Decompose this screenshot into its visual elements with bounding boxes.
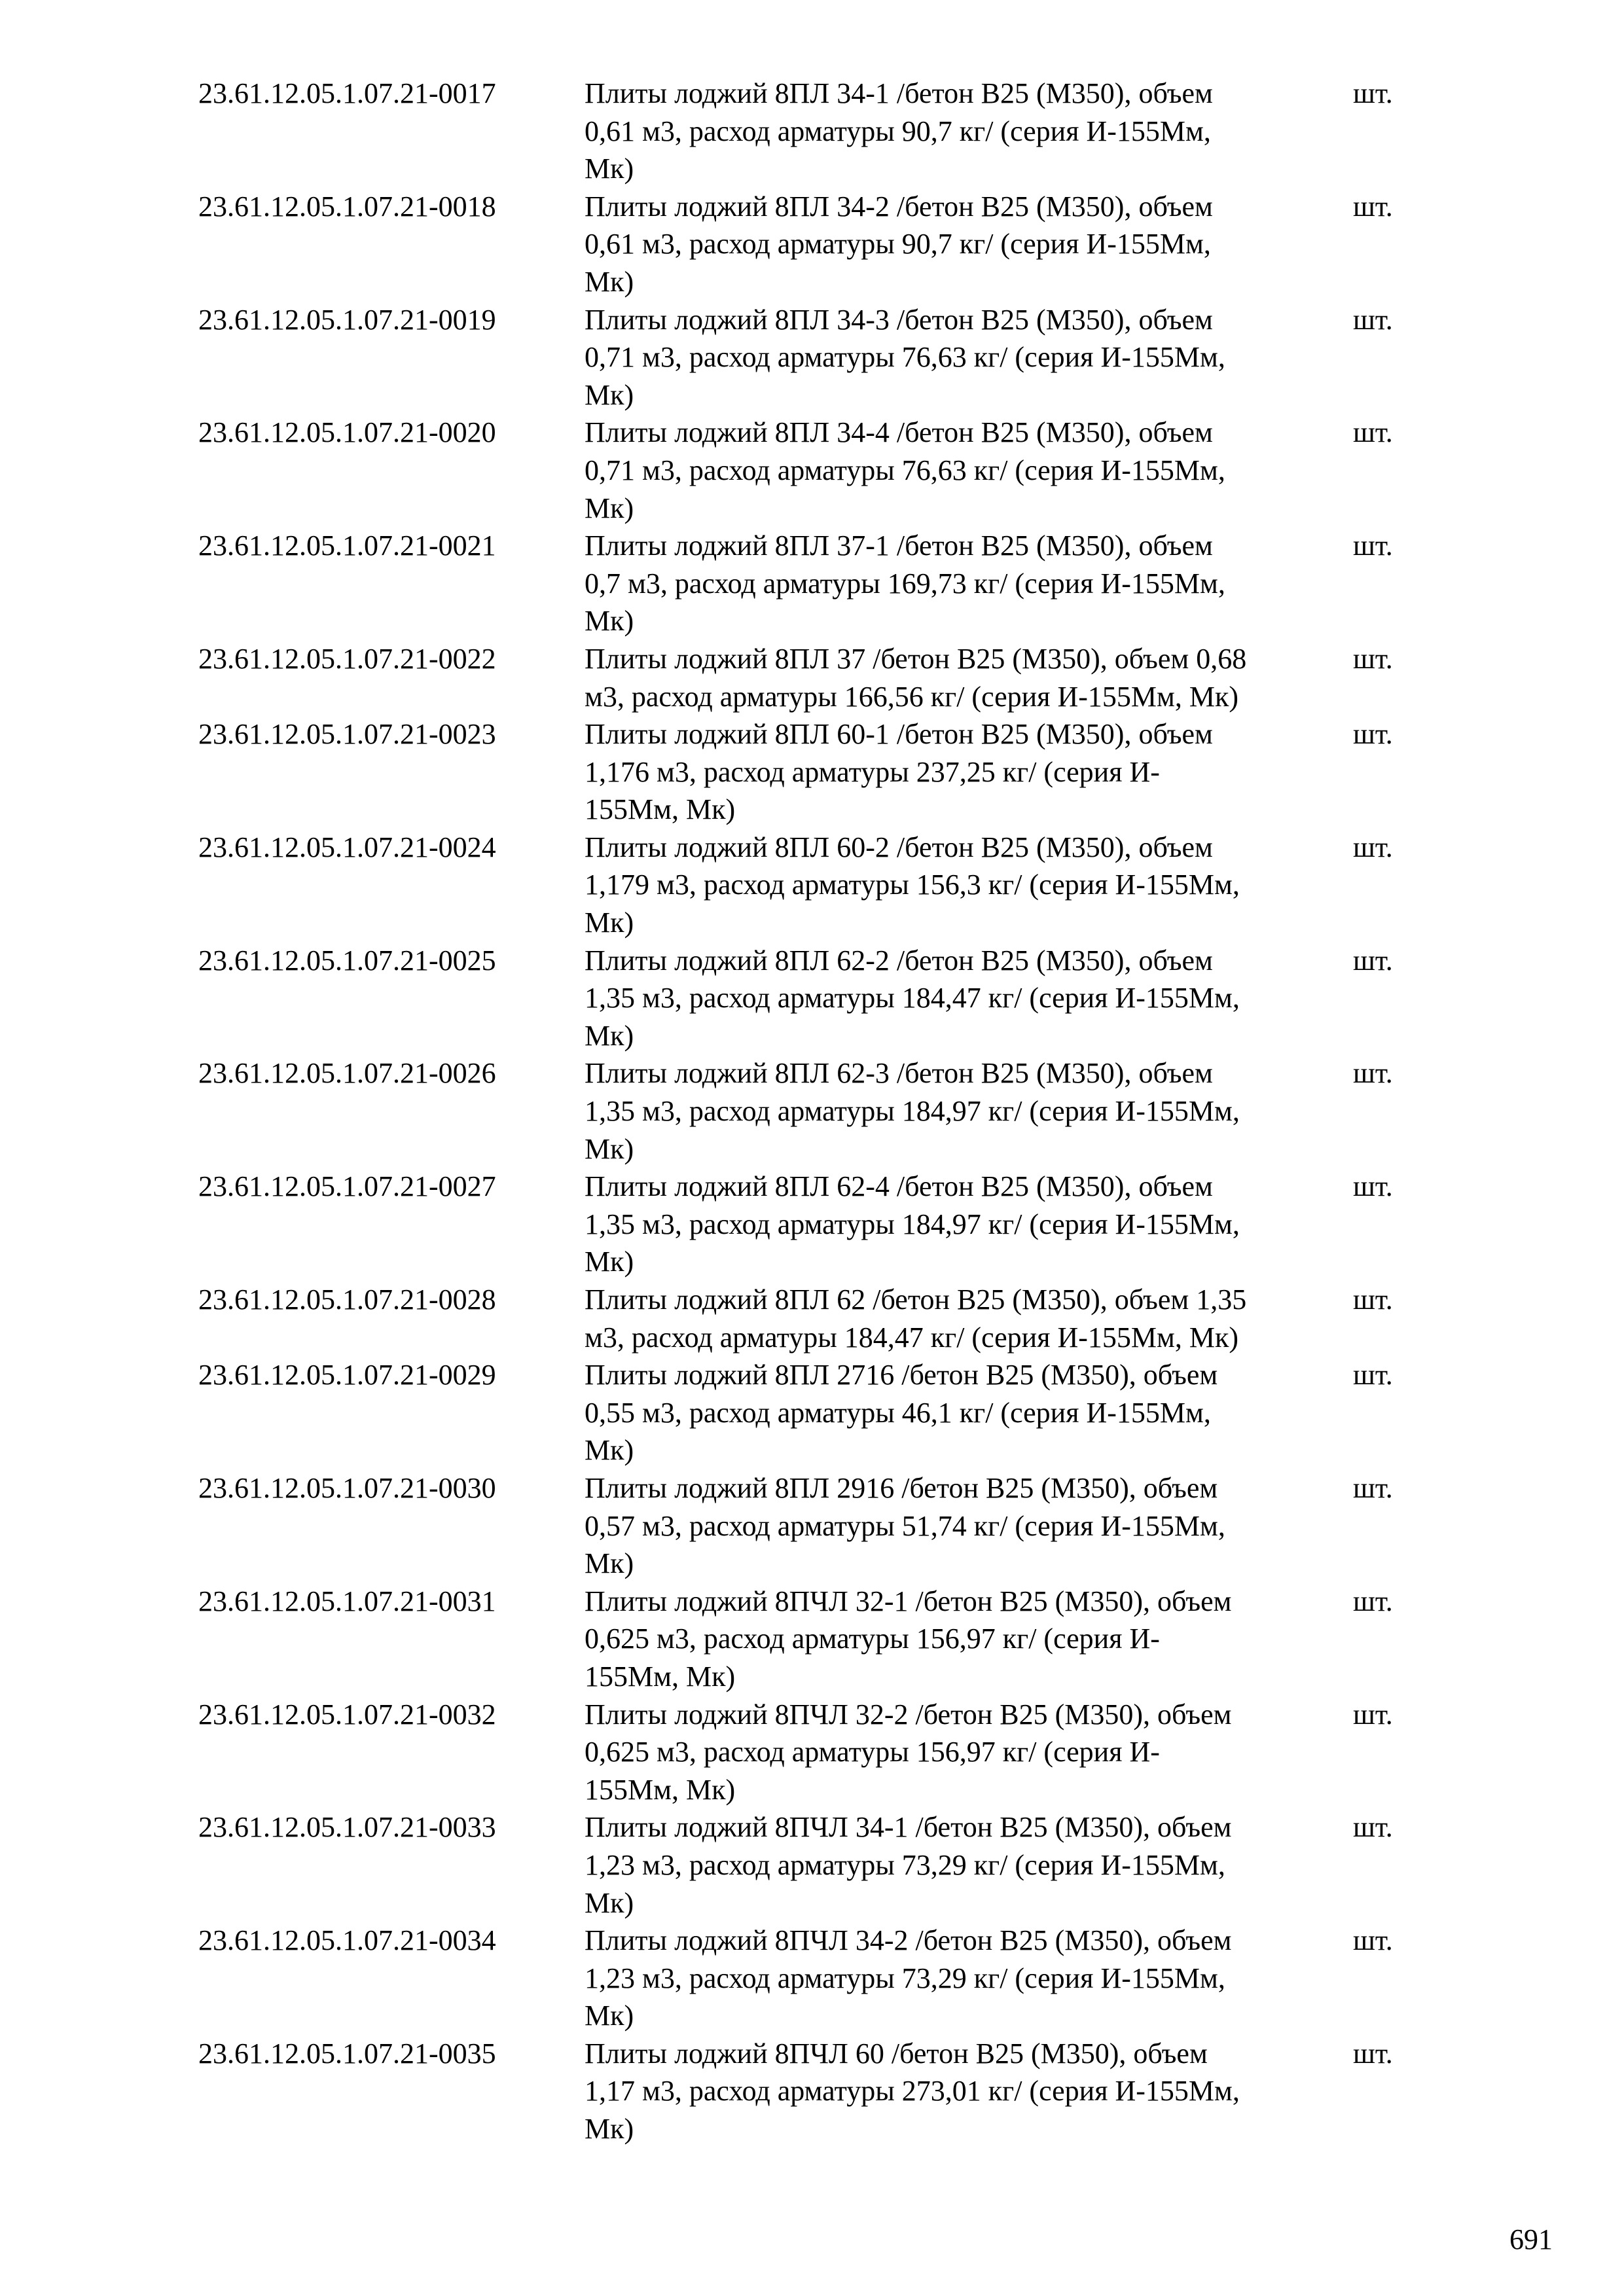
description-line: Плиты лоджий 8ПЛ 34-1 /бетон В25 (М350), объем bbox=[585, 77, 1213, 109]
description-line: 155Мм, Мк) bbox=[585, 793, 736, 826]
page-number: 691 bbox=[1509, 2223, 1553, 2255]
description-line: Мк) bbox=[585, 1886, 634, 1919]
table-row bbox=[198, 1583, 1442, 1696]
table-row bbox=[198, 942, 1442, 1055]
description-line: Плиты лоджий 8ПЧЛ 34-2 /бетон В25 (М350), объем bbox=[585, 1924, 1232, 1957]
item-unit: шт. bbox=[1353, 77, 1393, 109]
item-description bbox=[585, 2035, 1353, 2148]
description-line: 1,35 м3, расход арматуры 184,97 кг/ (серия И-155Мм, bbox=[585, 1095, 1240, 1128]
description-line: 0,7 м3, расход арматуры 169,73 кг/ (серия И-155Мм, bbox=[585, 567, 1225, 600]
description-line: Плиты лоджий 8ПЛ 2916 /бетон В25 (М350), объем bbox=[585, 1471, 1218, 1504]
description-line: 0,625 м3, расход арматуры 156,97 кг/ (серия И- bbox=[585, 1623, 1160, 1655]
description-line: Мк) bbox=[585, 1132, 634, 1165]
description-line: Мк) bbox=[585, 906, 634, 939]
item-description bbox=[585, 1281, 1353, 1356]
item-unit: шт. bbox=[1353, 529, 1393, 562]
description-line: Плиты лоджий 8ПЧЛ 32-1 /бетон В25 (М350), объем bbox=[585, 1585, 1232, 1617]
item-code: 23.61.12.05.1.07.21-0031 bbox=[198, 1585, 496, 1617]
table-row bbox=[198, 1469, 1442, 1583]
description-line: 0,55 м3, расход арматуры 46,1 кг/ (серия И-155Мм, bbox=[585, 1396, 1211, 1429]
description-line: 155Мм, Мк) bbox=[585, 1660, 736, 1693]
item-description bbox=[585, 75, 1353, 188]
description-line: Плиты лоджий 8ПЛ 62-4 /бетон В25 (М350), объем bbox=[585, 1170, 1213, 1203]
item-code: 23.61.12.05.1.07.21-0033 bbox=[198, 1811, 496, 1844]
table-row bbox=[198, 1696, 1442, 1809]
description-line: 1,23 м3, расход арматуры 73,29 кг/ (серия И-155Мм, bbox=[585, 1962, 1225, 1994]
description-line: Плиты лоджий 8ПЛ 62-3 /бетон В25 (М350), объем bbox=[585, 1057, 1213, 1090]
description-line: 1,35 м3, расход арматуры 184,97 кг/ (серия И-155Мм, bbox=[585, 1208, 1240, 1240]
description-line: 0,61 м3, расход арматуры 90,7 кг/ (серия И-155Мм, bbox=[585, 115, 1211, 147]
item-description bbox=[585, 1356, 1353, 1469]
description-line: 155Мм, Мк) bbox=[585, 1773, 736, 1806]
item-description bbox=[585, 640, 1353, 715]
description-line: Плиты лоджий 8ПЛ 34-4 /бетон В25 (М350), объем bbox=[585, 416, 1213, 449]
item-description bbox=[585, 829, 1353, 942]
item-unit: шт. bbox=[1353, 1698, 1393, 1731]
description-line: м3, расход арматуры 184,47 кг/ (серия И-155Мм, Мк) bbox=[585, 1321, 1239, 1354]
description-line: Плиты лоджий 8ПЛ 60-1 /бетон В25 (М350), объем bbox=[585, 718, 1213, 751]
description-line: 0,71 м3, расход арматуры 76,63 кг/ (серия И-155Мм, bbox=[585, 341, 1225, 374]
table-row bbox=[198, 640, 1442, 715]
description-line: Мк) bbox=[585, 1547, 634, 1580]
item-code: 23.61.12.05.1.07.21-0020 bbox=[198, 416, 496, 449]
item-unit: шт. bbox=[1353, 642, 1393, 675]
item-unit: шт. bbox=[1353, 1811, 1393, 1844]
table-row bbox=[198, 414, 1442, 527]
description-line: м3, расход арматуры 166,56 кг/ (серия И-155Мм, Мк) bbox=[585, 680, 1239, 713]
item-code: 23.61.12.05.1.07.21-0017 bbox=[198, 77, 496, 109]
description-line: Плиты лоджий 8ПЛ 62 /бетон В25 (М350), объем 1,35 bbox=[585, 1283, 1247, 1316]
item-code: 23.61.12.05.1.07.21-0030 bbox=[198, 1471, 496, 1504]
item-code: 23.61.12.05.1.07.21-0029 bbox=[198, 1359, 496, 1391]
item-unit: шт. bbox=[1353, 1057, 1393, 1090]
description-line: Мк) bbox=[585, 265, 634, 298]
item-description bbox=[585, 414, 1353, 527]
table-row bbox=[198, 301, 1442, 414]
item-code: 23.61.12.05.1.07.21-0018 bbox=[198, 190, 496, 223]
item-description bbox=[585, 1922, 1353, 2035]
description-line: Мк) bbox=[585, 1019, 634, 1052]
description-line: Плиты лоджий 8ПЧЛ 32-2 /бетон В25 (М350), объем bbox=[585, 1698, 1232, 1731]
description-line: 1,17 м3, расход арматуры 273,01 кг/ (серия И-155Мм, bbox=[585, 2075, 1240, 2108]
item-unit: шт. bbox=[1353, 1924, 1393, 1957]
item-description bbox=[585, 1808, 1353, 1922]
description-line: Плиты лоджий 8ПЛ 62-2 /бетон В25 (М350), объем bbox=[585, 944, 1213, 977]
item-unit: шт. bbox=[1353, 416, 1393, 449]
item-code: 23.61.12.05.1.07.21-0023 bbox=[198, 718, 496, 751]
description-line: Мк) bbox=[585, 378, 634, 411]
description-line: Плиты лоджий 8ПЛ 37-1 /бетон В25 (М350), объем bbox=[585, 529, 1213, 562]
description-line: Плиты лоджий 8ПЛ 2716 /бетон В25 (М350), объем bbox=[585, 1359, 1218, 1391]
item-code: 23.61.12.05.1.07.21-0022 bbox=[198, 642, 496, 675]
description-line: 1,23 м3, расход арматуры 73,29 кг/ (серия И-155Мм, bbox=[585, 1848, 1225, 1881]
table-row bbox=[198, 1356, 1442, 1469]
item-code: 23.61.12.05.1.07.21-0035 bbox=[198, 2037, 496, 2070]
description-line: Плиты лоджий 8ПЧЛ 34-1 /бетон В25 (М350), объем bbox=[585, 1811, 1232, 1844]
item-description bbox=[585, 942, 1353, 1055]
description-line: Мк) bbox=[585, 1246, 634, 1278]
item-code: 23.61.12.05.1.07.21-0032 bbox=[198, 1698, 496, 1731]
item-unit: шт. bbox=[1353, 2037, 1393, 2070]
table-row bbox=[198, 1922, 1442, 2035]
item-code: 23.61.12.05.1.07.21-0021 bbox=[198, 529, 496, 562]
table-row bbox=[198, 715, 1442, 829]
item-unit: шт. bbox=[1353, 1359, 1393, 1391]
description-line: 1,35 м3, расход арматуры 184,47 кг/ (серия И-155Мм, bbox=[585, 982, 1240, 1014]
item-unit: шт. bbox=[1353, 1283, 1393, 1316]
description-line: 1,179 м3, расход арматуры 156,3 кг/ (серия И-155Мм, bbox=[585, 869, 1240, 901]
item-description bbox=[585, 1469, 1353, 1583]
table-row bbox=[198, 188, 1442, 301]
description-line: Плиты лоджий 8ПЧЛ 60 /бетон В25 (М350), объем bbox=[585, 2037, 1208, 2070]
table-row bbox=[198, 75, 1442, 188]
price-list-table bbox=[198, 75, 1442, 2148]
table-row bbox=[198, 829, 1442, 942]
item-unit: шт. bbox=[1353, 944, 1393, 977]
item-code: 23.61.12.05.1.07.21-0019 bbox=[198, 303, 496, 336]
item-description bbox=[585, 188, 1353, 301]
description-line: 1,176 м3, расход арматуры 237,25 кг/ (серия И- bbox=[585, 755, 1160, 788]
description-line: Плиты лоджий 8ПЛ 34-2 /бетон В25 (М350), объем bbox=[585, 190, 1213, 223]
description-line: Мк) bbox=[585, 492, 634, 524]
description-line: Мк) bbox=[585, 1434, 634, 1467]
item-description bbox=[585, 1696, 1353, 1809]
table-row bbox=[198, 1281, 1442, 1356]
item-code: 23.61.12.05.1.07.21-0027 bbox=[198, 1170, 496, 1203]
item-description bbox=[585, 301, 1353, 414]
item-code: 23.61.12.05.1.07.21-0026 bbox=[198, 1057, 496, 1090]
item-unit: шт. bbox=[1353, 1585, 1393, 1617]
item-description bbox=[585, 1054, 1353, 1168]
item-code: 23.61.12.05.1.07.21-0025 bbox=[198, 944, 496, 977]
item-unit: шт. bbox=[1353, 190, 1393, 223]
description-line: 0,61 м3, расход арматуры 90,7 кг/ (серия И-155Мм, bbox=[585, 228, 1211, 260]
description-line: 0,57 м3, расход арматуры 51,74 кг/ (серия И-155Мм, bbox=[585, 1509, 1225, 1542]
item-description bbox=[585, 527, 1353, 640]
table-row bbox=[198, 2035, 1442, 2148]
item-unit: шт. bbox=[1353, 303, 1393, 336]
table-row bbox=[198, 1168, 1442, 1281]
description-line: Мк) bbox=[585, 2113, 634, 2145]
item-description bbox=[585, 715, 1353, 829]
description-line: 0,71 м3, расход арматуры 76,63 кг/ (серия И-155Мм, bbox=[585, 454, 1225, 486]
table-row bbox=[198, 1054, 1442, 1168]
description-line: 0,625 м3, расход арматуры 156,97 кг/ (серия И- bbox=[585, 1736, 1160, 1768]
item-description bbox=[585, 1168, 1353, 1281]
item-code: 23.61.12.05.1.07.21-0028 bbox=[198, 1283, 496, 1316]
item-unit: шт. bbox=[1353, 831, 1393, 863]
item-unit: шт. bbox=[1353, 1170, 1393, 1203]
table-row bbox=[198, 527, 1442, 640]
description-line: Плиты лоджий 8ПЛ 37 /бетон В25 (М350), объем 0,68 bbox=[585, 642, 1247, 675]
item-description bbox=[585, 1583, 1353, 1696]
table-row bbox=[198, 1808, 1442, 1922]
description-line: Плиты лоджий 8ПЛ 60-2 /бетон В25 (М350), объем bbox=[585, 831, 1213, 863]
item-code: 23.61.12.05.1.07.21-0024 bbox=[198, 831, 496, 863]
description-line: Плиты лоджий 8ПЛ 34-3 /бетон В25 (М350), объем bbox=[585, 303, 1213, 336]
item-code: 23.61.12.05.1.07.21-0034 bbox=[198, 1924, 496, 1957]
description-line: Мк) bbox=[585, 2000, 634, 2032]
description-line: Мк) bbox=[585, 605, 634, 637]
description-line: Мк) bbox=[585, 152, 634, 185]
item-unit: шт. bbox=[1353, 1471, 1393, 1504]
item-unit: шт. bbox=[1353, 718, 1393, 751]
